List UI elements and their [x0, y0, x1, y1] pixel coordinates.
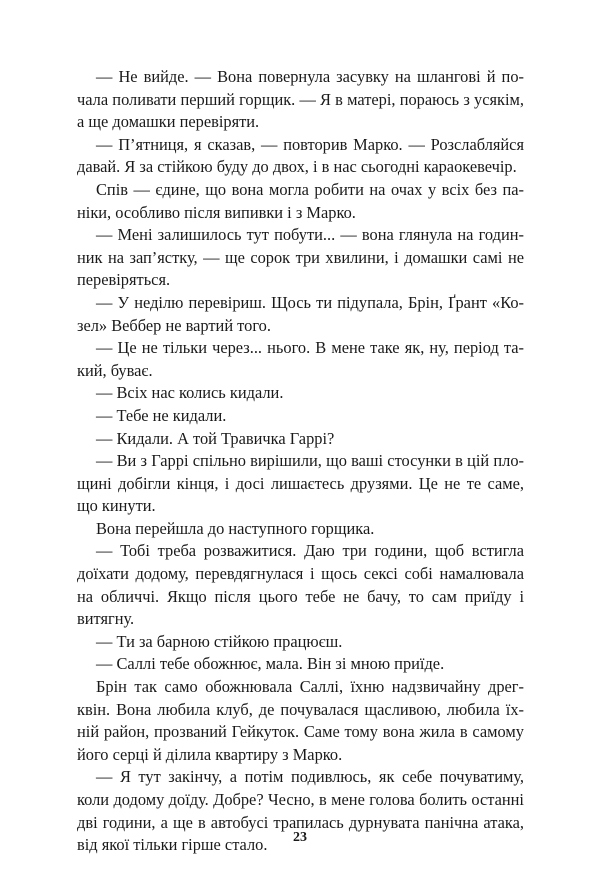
paragraph-6: — Це не тільки через... нього. В мене таке як, ну, період такий, буває. [77, 338, 524, 380]
page-text [77, 66, 524, 857]
paragraph-7: — Всіх нас колись кидали. [96, 383, 284, 403]
paragraph-11: Вона перейшла до наступного горщика. [96, 518, 375, 538]
paragraph-1: — Не вийде. — Вона повернула засувку на шлангові й почала поливати перший горщик. — Я в матері, пораюсь з усякім, а ще домашки перевіряти. [77, 67, 524, 132]
paragraph-2: — П’ятниця, я сказав, — повторив Марко. — Розслабляйся давай. Я за стійкою буду до двох, і в нас сьогодні караокевечір. [77, 134, 524, 177]
paragraph-16: — Я тут закінчу, а потім подивлюсь, як себе почуватиму, коли додому доїду. Добре? Чесно, в мене голова болить останні дві години, а ще в автобусі трапилась дурнувата панічна атака, від якої тільки гірше стало. [77, 767, 524, 855]
paragraph-8: — Тебе не кидали. [96, 405, 227, 425]
paragraph-3: Спів — єдине, що вона могла робити на очах у всіх без паніки, особливо після випивки і з Марко. [77, 179, 524, 222]
paragraph-5: — У неділю перевіриш. Щось ти підупала, Брін, Ґрант «Козел» Веббер не вартий того. [77, 292, 524, 335]
paragraph-12: — Тобі треба розважитися. Даю три години, щоб встигла доїхати додому, перевдягнулася і щось сексі собі намалювала на обличчі. Якщо після цього тебе не бачу, то сам приїду і витягну. [77, 541, 524, 629]
paragraph-13: — Ти за барною стійкою працюєш. [96, 631, 343, 651]
paragraph-9: — Кидали. А той Травичка Гаррі? [96, 428, 335, 448]
paragraph-10: — Ви з Гаррі спільно вирішили, що ваші стосунки в цій площині добігли кінця, і досі лишаєтесь друзями. Це не те саме, що кинути. [77, 451, 524, 516]
paragraph-15: Брін так само обожнювала Саллі, їхню надзвичайну дрегквін. Вона любила клуб, де почувалася щасливою, любила їхній район, прозваний Гейкуток. Саме тому вона жила в самому його серці й ділила квартиру з Марко. [77, 677, 524, 764]
paragraph-14: — Саллі тебе обожнює, мала. Він зі мною приїде. [96, 654, 445, 674]
paragraph-4: — Мені залишилось тут побути... — вона глянула на годинник на зап’ястку, — ще сорок три хвилини, і домашки самі не перевіряться. [77, 225, 524, 290]
page-number: 23 [293, 830, 307, 845]
